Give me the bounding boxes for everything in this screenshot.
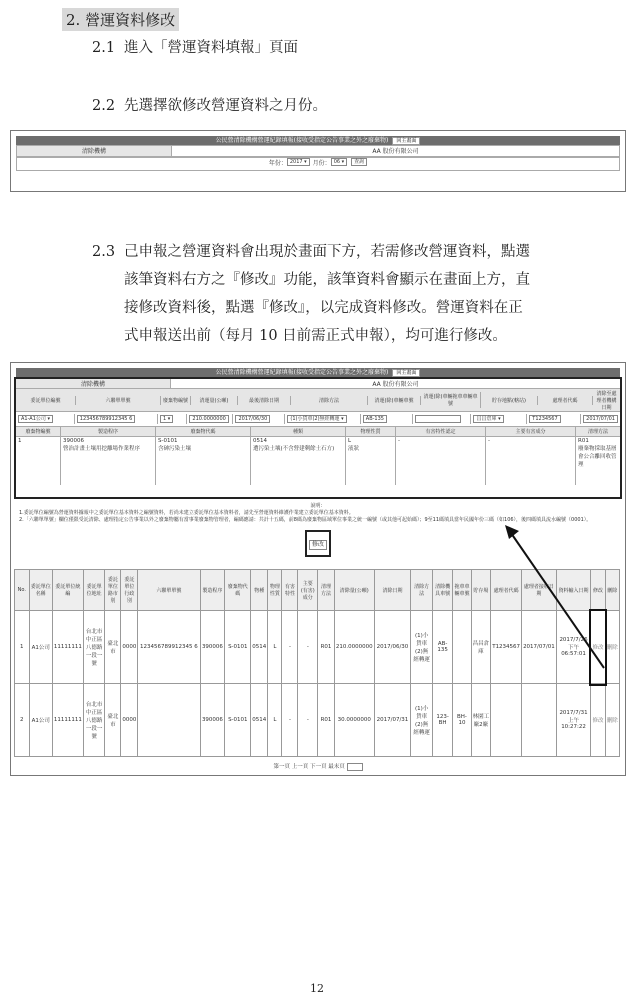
table-cell: 2017/07/01 <box>522 611 557 684</box>
step-line: 己申報之營運資料會出現於畫面下方，若需修改營運資料，點選 <box>124 244 530 260</box>
screenshot-edit-form <box>10 362 626 776</box>
column-header: 清除日期 <box>374 570 411 611</box>
step-2-3 <box>92 238 627 350</box>
table-cell: L <box>268 611 282 684</box>
form-header: 清除方法 <box>291 396 368 405</box>
column-header: 物理性質 <box>268 570 282 611</box>
table-cell: - <box>282 684 298 757</box>
step-number: 2.2 <box>92 98 116 114</box>
year-select[interactable]: 2017 ▾ <box>287 158 310 166</box>
column-header: 主要(有害)成分 <box>298 570 318 611</box>
table-cell: (1)小貨車(2)無經轉運 <box>411 611 433 684</box>
notes-title: 說明： <box>310 503 326 509</box>
step-text: 先選擇欲修改營運資料之月份。 <box>124 98 327 114</box>
company-name: AA 股份有限公司 <box>372 381 419 388</box>
arrow-annotation <box>11 363 625 775</box>
edit-link[interactable]: 修改 <box>591 611 605 684</box>
screenshot-month-selector <box>10 130 626 192</box>
detail-value: 390006 營治計畫土壤用挖離場作業程序 <box>61 437 156 485</box>
table-cell: 0000 <box>121 684 138 757</box>
step-line: 接修改資料後，點選『修改』，以完成資料修改。營運資料在正 <box>124 300 523 316</box>
column-header: 委託單位統編 <box>52 570 83 611</box>
back-to-main-button[interactable]: 回主畫面 <box>392 137 420 145</box>
column-header: 廢棄物代碼 <box>225 570 251 611</box>
detail-header: 物理性質 <box>346 427 396 436</box>
quantity-input[interactable]: 210.0000000 <box>189 415 228 423</box>
clear-date-input[interactable]: 2017/06/30 <box>235 415 270 423</box>
detail-header: 有害特性認定 <box>396 427 486 436</box>
detail-value: - <box>396 437 486 485</box>
table-cell: S-0101 <box>225 684 251 757</box>
table-cell: T1234567 <box>491 611 522 684</box>
column-header: 製造程序 <box>200 570 225 611</box>
table-cell: 臺北市 <box>105 684 121 757</box>
edit-submit-button[interactable]: 修改 <box>309 540 327 550</box>
table-cell: 0000 <box>121 611 138 684</box>
table-cell: - <box>282 611 298 684</box>
table-cell: (1)小貨車(2)無經轉運 <box>411 684 433 757</box>
column-header: 委託單位路市別 <box>105 570 121 611</box>
column-header: 刪除 <box>605 570 619 611</box>
table-cell: A1公司 <box>29 611 52 684</box>
table-cell: 2017/06/30 <box>374 611 411 684</box>
detail-header: 種類 <box>251 427 346 436</box>
step-number: 2.3 <box>92 244 116 260</box>
column-header: 修改 <box>591 570 605 611</box>
detail-header: 清理方法 <box>587 429 608 435</box>
arrow-head <box>505 525 519 539</box>
detail-header: 主要有害成分 <box>486 427 576 436</box>
step-number: 2.1 <box>92 40 116 56</box>
table-cell: - <box>298 611 318 684</box>
table-cell: R01 <box>318 684 335 757</box>
back-to-main-button[interactable]: 回主畫面 <box>392 369 420 377</box>
column-header: 物種 <box>251 570 268 611</box>
detail-value: - <box>486 437 576 485</box>
note-line: 2.「六聯單單號」欄位僅限受託清除、處理指定公告事業以外之廢棄物屬有當事業廢棄物管理者，編碼應請：共計十五碼，前8碼為廢棄物區域單位事業之統一編號（或其他可起始碼）；9至11碼填具當年民國年份三碼（如106），後四碼填具流水編號（0001）。 <box>19 517 592 523</box>
month-label: 月份： <box>312 160 331 167</box>
form-header: 清運量(公噸) <box>191 396 238 405</box>
period-row <box>16 157 620 171</box>
arrow-line <box>511 533 604 668</box>
table-cell: AB-135 <box>432 611 452 684</box>
table-cell: S-0101 <box>225 611 251 684</box>
column-header: 處理者接收日期 <box>522 570 557 611</box>
delete-link[interactable]: 刪除 <box>605 684 619 757</box>
table-cell: - <box>298 684 318 757</box>
form-header: 廢棄物編號 <box>161 396 191 405</box>
table-cell: R01 <box>318 611 335 684</box>
method-select[interactable]: (1)小貨車(2)無經轉運 ▾ <box>287 415 346 423</box>
table-cell: 台北市中正區八德路一段一號 <box>83 684 104 757</box>
month-select[interactable]: 06 ▾ <box>331 158 347 166</box>
table-cell: 390006 <box>200 611 225 684</box>
note-line: 1.委託單位編號為營運資料據報中之委託單位基本資料之編號資料，若尚未建立委託單位基本資料者，請先至營運資料維護作業建立委託單位基本資料。 <box>19 510 354 516</box>
form-header: 貯存地點(轄站) <box>481 396 538 405</box>
section-heading: 2. 營運資料修改 <box>62 8 179 31</box>
org-label: 清除機構 <box>16 379 171 388</box>
detail-value: L 液狀 <box>346 437 396 485</box>
form-title-bar: 公民營清除機構營運紀錄填報(接收受指定公告事業之外之廢棄物) 回主畫面 <box>16 368 620 377</box>
column-header: 六聯單單號 <box>138 570 200 611</box>
form-header: 最後清除日期 <box>238 396 291 405</box>
table-cell: 1 <box>15 611 30 684</box>
column-header: No. <box>15 570 30 611</box>
step-2-1 <box>92 34 298 62</box>
column-header: 資料輸入日期 <box>556 570 591 611</box>
column-header: 貯存場 <box>471 570 491 611</box>
step-line: 該筆資料右方之『修改』功能，該筆資料會顯示在畫面上方，直 <box>124 272 530 288</box>
table-cell: 2 <box>15 684 30 757</box>
pager-links[interactable]: 第一頁 上一頁 下一頁 最末頁 <box>273 764 345 770</box>
table-cell: 2017/07/31 <box>374 684 411 757</box>
company-name: AA 股份有限公司 <box>372 148 419 155</box>
table-cell: 2017/7/26 下午 06:57:01 <box>556 611 591 684</box>
detail-header: 製造程序 <box>61 427 156 436</box>
detail-value: S-0101 含砷污染土壤 <box>156 437 251 485</box>
form-header: 委託單位編號 <box>16 396 76 405</box>
edit-link[interactable]: 修改 <box>591 684 605 757</box>
detail-value: 1 <box>16 437 61 485</box>
table-cell: 11111111 <box>52 684 83 757</box>
detail-value: R01 廢棄物採取基層會公合離回收管理 <box>578 438 617 468</box>
manifest-number-input[interactable]: 123456789912345 6 <box>77 415 136 423</box>
table-cell: 台北市中正區八德路一段一號 <box>83 611 104 684</box>
table-cell: 210.0000000 <box>334 611 374 684</box>
table-cell: 昌昌倉庫 <box>471 611 491 684</box>
form-header: 六聯單單號 <box>76 396 161 405</box>
delete-link[interactable]: 刪除 <box>605 611 619 684</box>
processor-code-input[interactable]: T1234567 <box>529 415 560 423</box>
table-cell: A1公司 <box>29 684 52 757</box>
column-header: 清除方法 <box>411 570 433 611</box>
table-cell: BH-10 <box>453 684 471 757</box>
table-cell: 2017/7/31 上午 10:27:22 <box>556 684 591 757</box>
form-title-bar: 公民營清除機構營運紀錄填報(接收受指定公告事業之外之廢棄物) 回主畫面 <box>16 136 620 145</box>
step-line: 式申報送出前（每月 10 日前需正式申報），均可進行修改。 <box>124 328 507 344</box>
company-row <box>16 145 620 157</box>
column-header: 委託單位行政別 <box>121 570 138 611</box>
table-cell: 0514 <box>251 611 268 684</box>
query-button[interactable]: 查詢 <box>351 158 367 166</box>
table-cell: 123456789912345 6 <box>138 611 200 684</box>
table-cell: 0514 <box>251 684 268 757</box>
form-header: 清運(除)車輛車號 <box>368 396 421 405</box>
vehicle-input[interactable]: AB-135 <box>363 415 387 423</box>
column-header: 委託單位名稱 <box>29 570 52 611</box>
table-cell: 林園工廠2廠 <box>471 684 491 757</box>
waste-number-select[interactable]: 1 ▾ <box>160 415 173 423</box>
table-cell: 11111111 <box>52 611 83 684</box>
step-2-2 <box>92 92 327 120</box>
form-header: 處理者代碼 <box>538 396 593 405</box>
org-label: 清除機構 <box>17 146 172 156</box>
year-label: 年份： <box>268 160 287 167</box>
column-header: 拖車車輛車號 <box>453 570 471 611</box>
detail-header: 廢棄物代碼 <box>156 427 251 436</box>
table-cell: 390006 <box>200 684 225 757</box>
table-cell: L <box>268 684 282 757</box>
column-header: 委託單位地址 <box>83 570 104 611</box>
column-header: 有害特性 <box>282 570 298 611</box>
detail-value: 0514 遭污染土壤(不含營建剩餘土石方) <box>251 437 346 485</box>
processor-date-input[interactable]: 2017/07/01 <box>583 415 618 423</box>
table-cell: 臺北市 <box>105 611 121 684</box>
column-header: 清除機具車號 <box>432 570 452 611</box>
column-header: 處理者代碼 <box>491 570 522 611</box>
step-text: 進入「營運資料填報」頁面 <box>124 40 298 56</box>
client-select[interactable]: A1-A1公司 ▾ <box>18 415 53 423</box>
page-number: 12 <box>310 982 324 995</box>
form-header: 清運(除)車輛拖車車輛車號 <box>421 392 481 408</box>
storage-select[interactable]: 昌昌倉庫 ▾ <box>473 415 503 423</box>
table-cell: 30.0000000 <box>334 684 374 757</box>
column-header: 清理方法 <box>318 570 335 611</box>
form-header: 清除至處理者機構日期 <box>596 390 617 411</box>
column-header: 清除量(公噸) <box>334 570 374 611</box>
table-cell: 123-BH <box>432 684 452 757</box>
detail-header: 廢棄物編號 <box>16 427 61 436</box>
